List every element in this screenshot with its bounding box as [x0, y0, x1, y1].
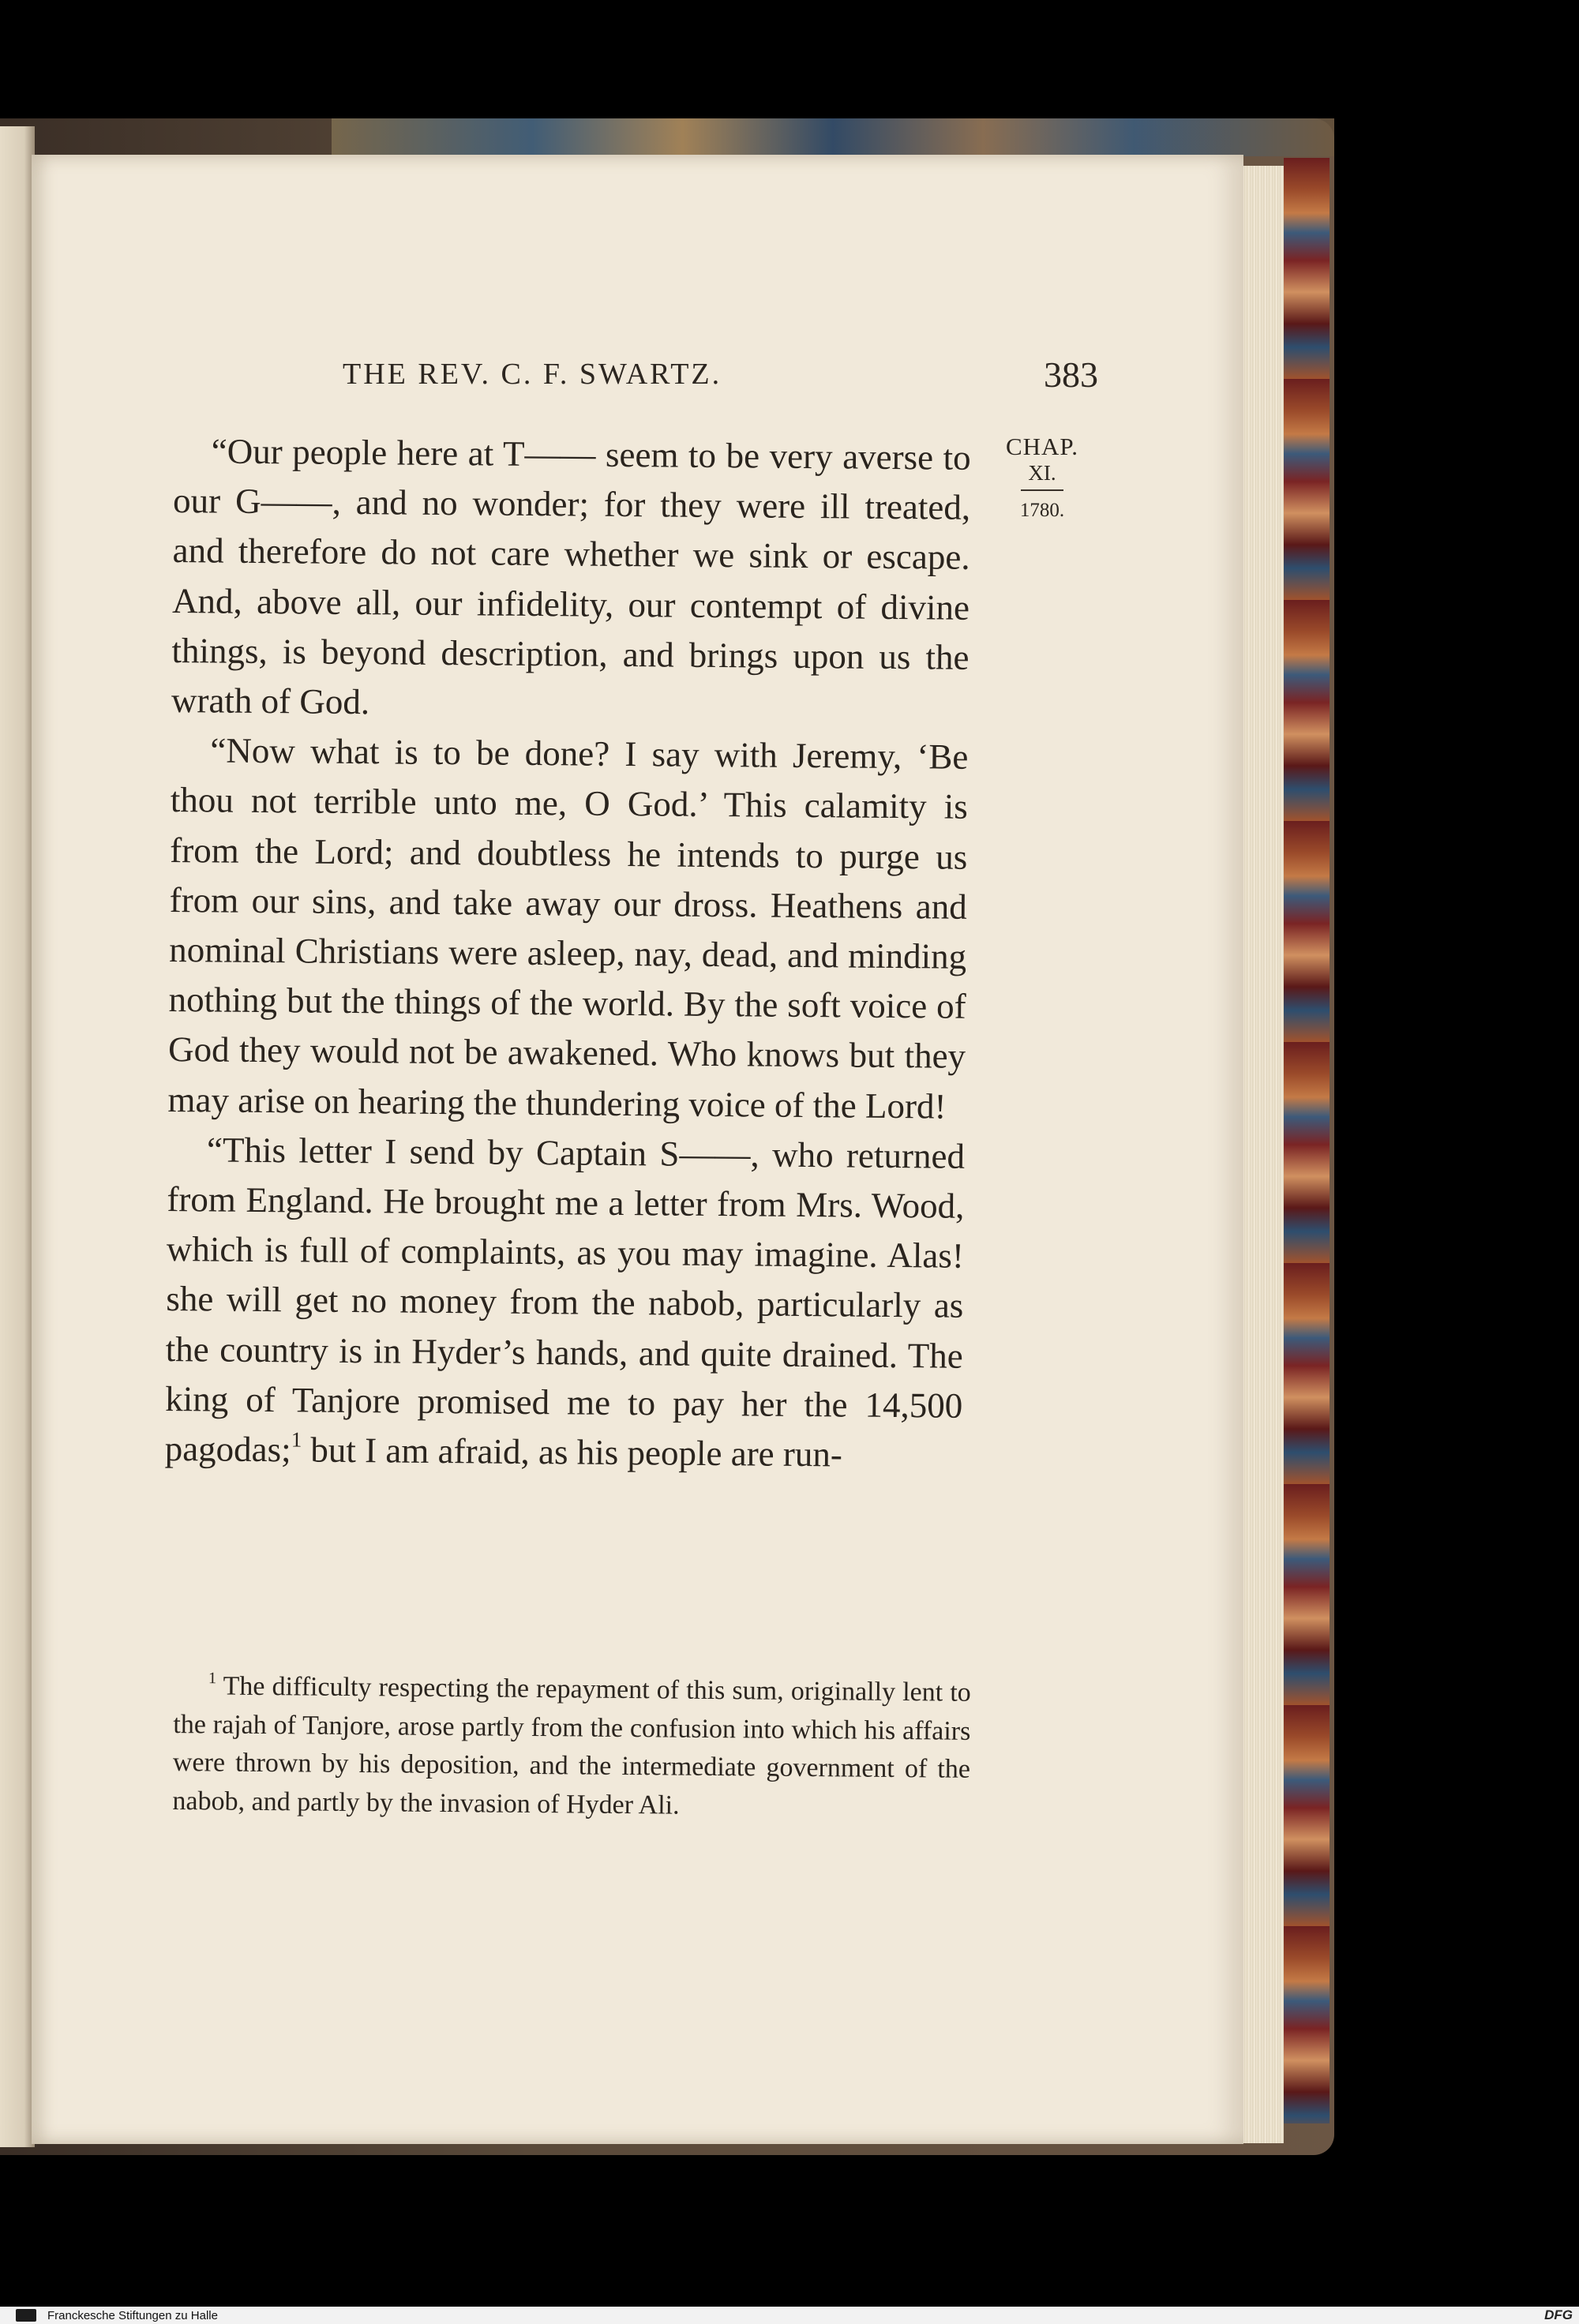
margin-year: 1780. [1019, 500, 1065, 521]
page-number: 383 [1044, 354, 1098, 395]
running-title: THE REV. C. F. SWARTZ. [343, 358, 722, 391]
footnote-text: The difficulty respecting the repayment of this sum, originally lent to the rajah of Tanjore, arose partly from the confusion into which his affairs were thrown by his deposition, and the intermediate government of the nabob, and partly by the invasion of Hyder Ali. [172, 1671, 971, 1820]
paragraph-tail: but I am afraid, as his people are run- [301, 1430, 843, 1475]
margin-chapter-number: XI. [1028, 461, 1056, 485]
holding-institution: Franckesche Stiftungen zu Halle [47, 2309, 218, 2322]
facing-page-edge [0, 126, 35, 2147]
institution-logo-icon [16, 2309, 36, 2322]
margin-chapter-label: CHAP. [1005, 433, 1078, 460]
viewer-footer-bar [0, 2307, 1579, 2324]
marbled-cover-edge [1284, 158, 1330, 2123]
footnote-marker: 1 [208, 1670, 217, 1688]
paragraph [164, 1125, 965, 1481]
paragraph: “Our people here at T—— seem to be very averse to our G——, and no wonder; for they were ill treated, and therefore do not care whether we sink or escape. And, above all, our infidelity, our contempt of divine things, is beyond description, and brings upon us the wrath of God. [171, 431, 971, 722]
marbled-cover-top [332, 118, 1334, 156]
footnote-reference: 1 [291, 1427, 302, 1452]
margin-note [996, 433, 1088, 523]
paragraph-text: “This letter I send by Captain S——, who returned from England. He brought me a letter from Mrs. Wood, which is full of complaints, as you may imagine. Alas! she will get no money from the nabob, particularly as the country is in Hyder’s hands, and quite drained. The king of Tanjore promised me to pay her the 14,500 pagodas; [164, 1130, 966, 1470]
body-text [164, 426, 971, 1481]
funder-logo: DFG [1544, 2307, 1573, 2322]
margin-rule [1021, 489, 1063, 491]
paragraph: “Now what is to be done? I say with Jeremy, ‘Be thou not terrible unto me, O God.’ This calamity is from the Lord; and doubtless he intends to purge us from our sins, and take away our dross. Heathens and nominal Christians were asleep, nay, dead, and minding nothing but the things of the world. By the soft voice of God they would not be awakened. Who knows but they may arise on hearing the thundering voice of the Lord! [167, 730, 969, 1126]
footnote [172, 1667, 971, 1827]
